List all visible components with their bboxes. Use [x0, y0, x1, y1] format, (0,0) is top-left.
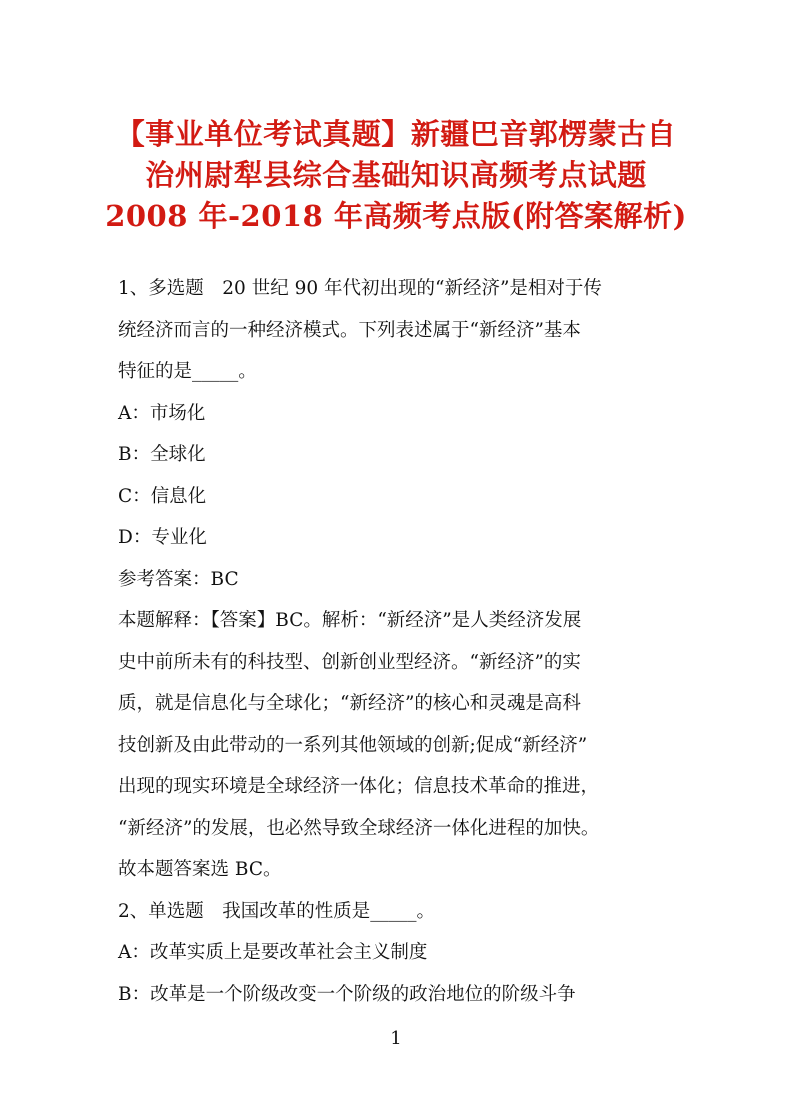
question-1-explanation-line: 本题解释：【答案】BC。解析：“新经济”是人类经济发展 — [118, 610, 582, 631]
question-1-option-d: D：专业化 — [118, 527, 207, 548]
question-1-stem-line: 统经济而言的一种经济模式。下列表述属于“新经济”基本 — [118, 319, 581, 341]
question-2 — [118, 891, 678, 1016]
question-1-option-b: B：全球化 — [118, 444, 206, 465]
title-line: 2008 年-2018 年高频考点版(附答案解析) — [105, 199, 687, 233]
question-2-option-a: A：改革实质上是要改革社会主义制度 — [118, 942, 428, 963]
question-1-option-a: A：市场化 — [118, 402, 206, 424]
question-1-explanation-line: 故本题答案选 BC。 — [118, 859, 282, 880]
question-1-explanation-line: 技创新及由此带动的一系列其他领域的创新;促成“新经济” — [118, 734, 588, 756]
question-1-explanation-line: 质，就是信息化与全球化；“新经济”的核心和灵魂是高科 — [118, 693, 581, 714]
document-title — [100, 114, 692, 237]
title-line: 治州尉犁县综合基础知识高频考点试题 — [145, 158, 647, 192]
title-line: 【事业单位考试真题】新疆巴音郭楞蒙古自 — [115, 117, 677, 151]
question-1-explanation-line: 出现的现实环境是全球经济一体化；信息技术革命的推进， — [118, 776, 600, 797]
question-1-explanation-line: 史中前所未有的科技型、创新创业型经济。“新经济”的实 — [118, 651, 581, 673]
question-1-explanation-line: “新经济”的发展，也必然导致全球经济一体化进程的加快。 — [118, 817, 600, 839]
question-2-option-b: B：改革是一个阶级改变一个阶级的政治地位的阶级斗争 — [118, 983, 576, 1005]
question-2-stem: 2、单选题 我国改革的性质是_____。 — [118, 900, 436, 922]
question-1-stem-line: 1、多选题 20 世纪 90 年代初出现的“新经济”是相对于传 — [118, 278, 602, 299]
document-body — [118, 268, 678, 1015]
question-1-option-c: C：信息化 — [118, 485, 207, 507]
page-number: 1 — [390, 1028, 402, 1049]
question-1-answer: 参考答案：BC — [118, 568, 239, 590]
question-1-stem-line: 特征的是_____。 — [118, 361, 257, 382]
question-1 — [118, 268, 678, 891]
